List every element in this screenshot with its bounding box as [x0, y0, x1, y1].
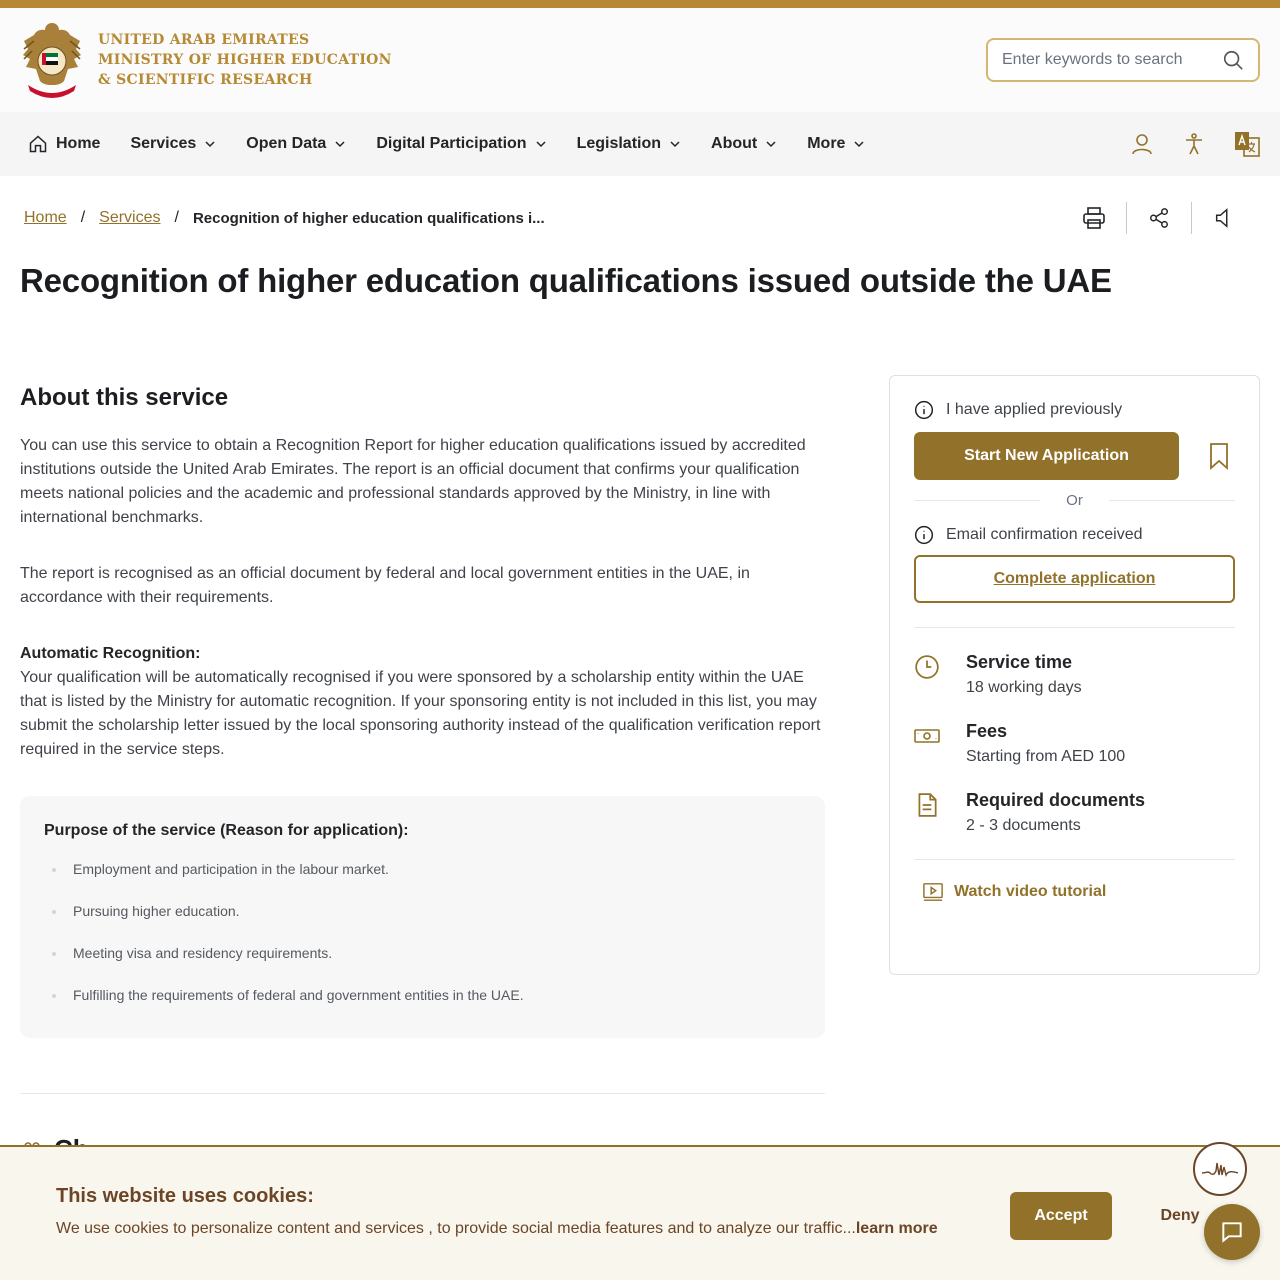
fees	[914, 721, 1235, 766]
required-documents	[914, 790, 1235, 835]
nav-digital-participation-label: Digital Participation	[376, 135, 527, 152]
or-divider	[914, 492, 1235, 509]
ministry-logo[interactable]	[20, 19, 392, 101]
search-input[interactable]	[1002, 51, 1202, 69]
purpose-heading: Purpose of the service (Reason for application):	[44, 822, 409, 839]
sidebar-divider	[914, 859, 1235, 860]
learn-more-link[interactable]: learn more	[855, 1220, 938, 1237]
clock-icon	[914, 654, 940, 680]
nav-legislation[interactable]	[577, 135, 681, 153]
search-box	[986, 38, 1260, 82]
chevron-down-icon	[853, 138, 865, 150]
watch-video-link[interactable]	[914, 882, 1235, 902]
cookie-banner	[0, 1145, 1280, 1280]
service-time	[914, 652, 1235, 697]
required-documents-title: Required documents	[966, 790, 1146, 810]
about-heading: About this service	[20, 384, 229, 411]
sign-language-icon	[1200, 1157, 1240, 1181]
language-icon[interactable]	[1234, 131, 1260, 157]
about-paragraph-2: The report is recognised as an official document by federal and local government entities in the UAE, in accordance with their requirements.	[20, 565, 750, 606]
info-icon	[914, 525, 934, 545]
service-time-value: 18 working days	[966, 679, 1082, 696]
email-confirmation-label: Email confirmation received	[946, 526, 1143, 543]
breadcrumb-services[interactable]: Services	[99, 209, 161, 226]
chevron-down-icon	[204, 138, 216, 150]
chevron-down-icon	[535, 138, 547, 150]
automatic-recognition-heading: Automatic Recognition:	[20, 645, 201, 662]
breadcrumb-home[interactable]: Home	[24, 209, 67, 226]
complete-application-button[interactable]: Complete application	[914, 555, 1235, 603]
email-confirmation-row	[914, 525, 1235, 545]
print-icon	[1082, 206, 1106, 230]
document-icon	[914, 792, 940, 818]
list-item: Employment and participation in the labour market.	[44, 848, 801, 890]
cookie-title: This website uses cookies:	[56, 1185, 314, 1207]
applied-previously-label: I have applied previously	[946, 401, 1123, 418]
chevron-down-icon	[765, 138, 777, 150]
service-sidebar	[889, 375, 1260, 975]
share-icon	[1148, 207, 1170, 229]
video-icon	[922, 882, 944, 902]
bookmark-icon[interactable]	[1207, 442, 1231, 470]
chat-button[interactable]	[1204, 1204, 1260, 1260]
automatic-recognition	[20, 642, 825, 762]
nav-more-label: More	[807, 135, 846, 152]
main-navigation	[0, 112, 1280, 176]
breadcrumb	[24, 209, 545, 227]
share-button[interactable]	[1127, 202, 1191, 234]
section-divider	[20, 1093, 825, 1094]
breadcrumb-current: Recognition of higher education qualifications i...	[192, 209, 545, 227]
sign-language-button[interactable]	[1193, 1142, 1247, 1196]
start-new-application-button[interactable]: Start New Application	[914, 432, 1179, 480]
watch-video-label: Watch video tutorial	[954, 883, 1107, 900]
page-title: Recognition of higher education qualifications issued outside the UAE	[20, 262, 1112, 299]
purpose-box	[20, 796, 825, 1038]
accept-cookies-button[interactable]: Accept	[1010, 1192, 1112, 1240]
logo-line-3: & SCIENTIFIC RESEARCH	[98, 72, 313, 88]
nav-digital-participation[interactable]	[376, 135, 546, 153]
uae-emblem-icon	[20, 19, 84, 101]
accessibility-icon[interactable]	[1182, 132, 1206, 156]
nav-about-label: About	[711, 135, 758, 152]
list-item: Meeting visa and residency requirements.	[44, 932, 801, 974]
or-label: Or	[1066, 492, 1083, 509]
list-item: Pursuing higher education.	[44, 890, 801, 932]
nav-home-label: Home	[56, 135, 101, 152]
nav-about[interactable]	[711, 135, 777, 153]
search-icon[interactable]	[1222, 49, 1244, 71]
chat-icon	[1219, 1219, 1245, 1245]
nav-open-data-label: Open Data	[246, 135, 327, 152]
breadcrumb-separator: /	[80, 209, 86, 226]
breadcrumb-separator: /	[174, 209, 179, 226]
user-icon[interactable]	[1130, 132, 1154, 156]
page-tools	[1062, 202, 1256, 234]
chevron-down-icon	[334, 138, 346, 150]
purpose-list	[44, 848, 801, 1016]
chevron-down-icon	[669, 138, 681, 150]
top-accent-bar	[0, 0, 1280, 8]
applied-previously-row	[914, 400, 1235, 420]
sidebar-divider	[914, 627, 1235, 628]
site-header	[0, 8, 1280, 112]
breadcrumb-bar	[0, 176, 1280, 260]
nav-more[interactable]	[807, 135, 865, 153]
service-time-title: Service time	[966, 652, 1073, 672]
print-button[interactable]	[1062, 202, 1126, 234]
about-section	[20, 384, 825, 1038]
read-aloud-button[interactable]	[1192, 202, 1256, 234]
fees-value: Starting from AED 100	[966, 748, 1126, 765]
about-paragraph-1: You can use this service to obtain a Recognition Report for higher education qualifications issued by accredited institutions outside the United Arab Emirates. The report is an official document that confirms your qualification meets national policies and the academic and professional standards approved by the Ministry, in line with international benchmarks.	[20, 437, 806, 526]
logo-line-2: MINISTRY OF HIGHER EDUCATION	[98, 52, 392, 68]
cookie-text: We use cookies to personalize content and services , to provide social media features and to analyze our traffic...	[56, 1220, 856, 1237]
nav-services-label: Services	[130, 135, 197, 152]
nav-legislation-label: Legislation	[576, 135, 662, 152]
speaker-icon	[1213, 207, 1235, 229]
nav-open-data[interactable]	[246, 135, 346, 153]
automatic-recognition-text: Your qualification will be automatically recognised if you were sponsored by a scholarship entity within the UAE that is listed by the Ministry for automatic recognition. If your sponsoring entity is not included in this list, you may submit the scholarship letter issued by the local sponsoring authority instead of the qualification verification report required in the service steps.	[20, 669, 821, 758]
logo-line-1: UNITED ARAB EMIRATES	[98, 32, 310, 48]
nav-home[interactable]	[28, 134, 100, 154]
info-icon	[914, 400, 934, 420]
list-item: Fulfilling the requirements of federal and government entities in the UAE.	[44, 974, 801, 1016]
fees-title: Fees	[966, 721, 1008, 741]
deny-cookies-button[interactable]: Deny	[1148, 1192, 1212, 1240]
required-documents-value: 2 - 3 documents	[966, 817, 1081, 834]
money-icon	[914, 723, 940, 749]
home-icon	[28, 134, 48, 154]
nav-services[interactable]	[130, 135, 216, 153]
